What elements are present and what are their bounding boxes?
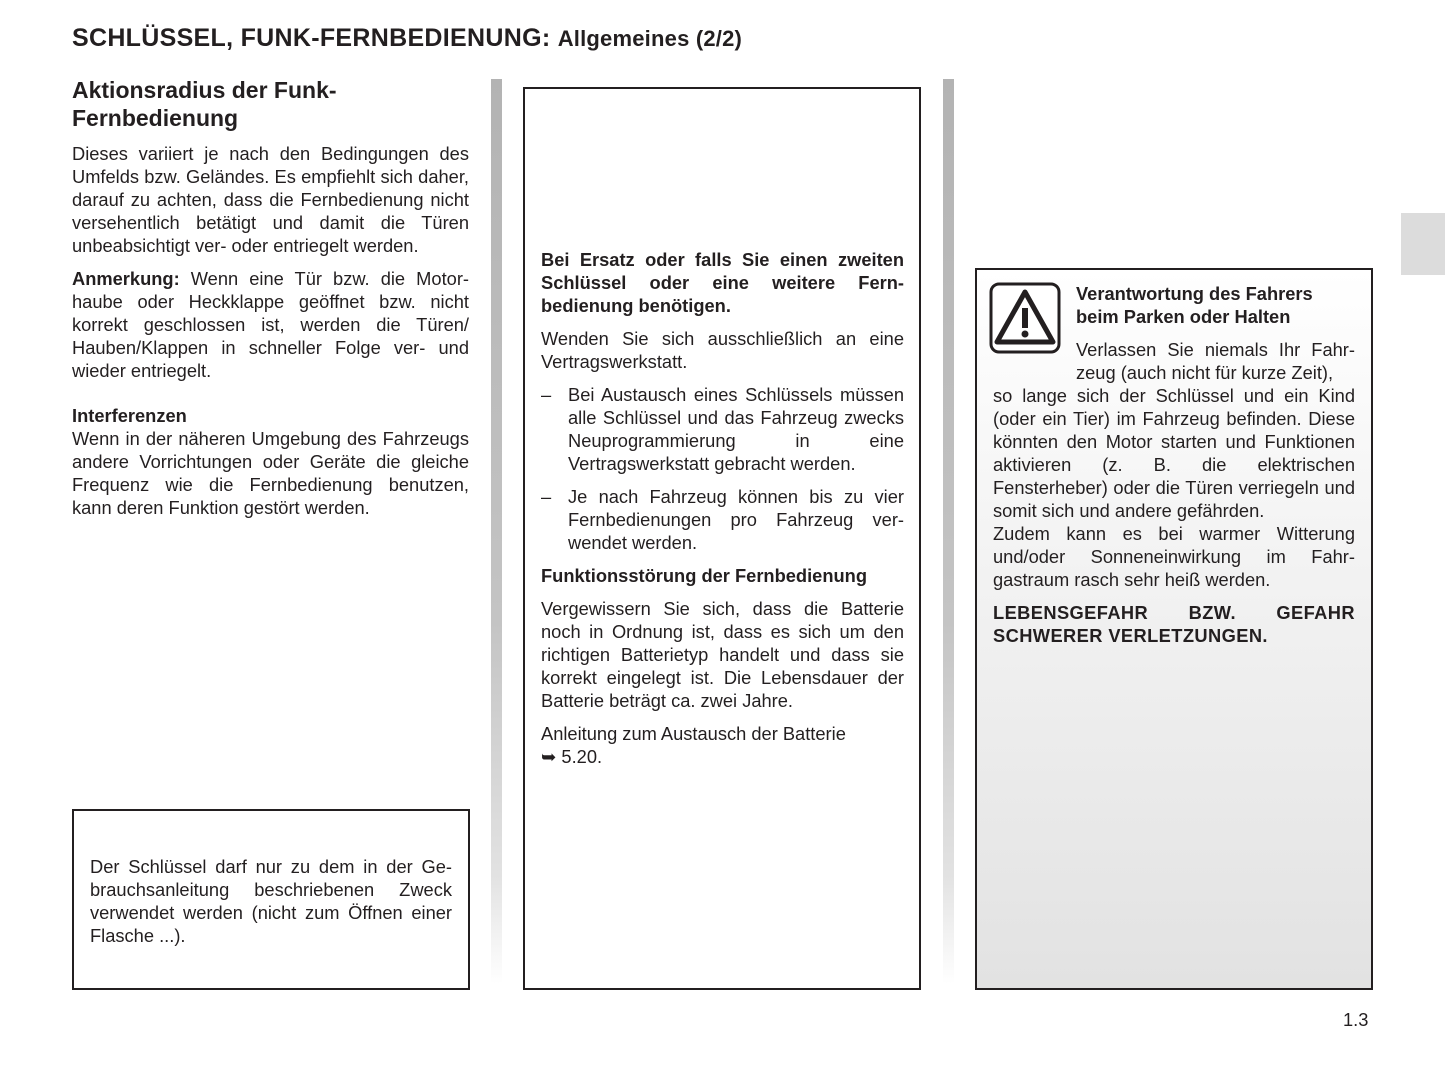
battery-paragraph (541, 722, 904, 768)
warning-text-first: Verlassen Sie niemals Ihr Fahrzeug (auch nicht für kurze Zeit), (1076, 339, 1355, 383)
range-paragraph: Dieses variiert je nach den Bedingungen des Umfelds bzw. Geländes. Es empfiehlt sich daher, darauf zu achten, dass die Fernbedienung nicht versehentlich betätigt und damit die Türen unbeabsichtigt ver- oder entriegelt werden. (72, 143, 469, 256)
dash-bullet: – (541, 384, 552, 405)
battery-text: Anleitung zum Austausch der Batterie (541, 723, 846, 744)
key-usage-box (72, 809, 470, 990)
arrow-ref-icon: ➥ (541, 746, 557, 767)
bullet-text: Je nach Fahrzeug können bis zu vier Fernbedienungen pro Fahrzeug verwendet werden. (568, 486, 904, 553)
interference-heading: Interferenzen (72, 405, 187, 426)
column-separator-left (491, 79, 502, 984)
middle-column (541, 248, 904, 768)
range-heading (72, 76, 469, 132)
malfunction-paragraph: Vergewissern Sie sich, dass die Batterie noch in Ordnung ist, dass es sich um den richtigen Batterietyp handelt und dass sie korrekt eingelegt ist. Die Lebensdauer der Batterie beträgt ca. zwei Jahre. (541, 598, 904, 711)
section-tab-marker (1401, 213, 1445, 275)
warning-text: so lange sich der Schlüssel und ein Kind (oder ein Tier) im Fahrzeug befinden. Diese könnten den Motor starten und Funktionen aktivieren (z. B. die elektrischen Fensterheber) oder die Türen verriegeln und somit sich und andere gefährden. (993, 385, 1355, 521)
malfunction-heading: Funktionsstörung der Fernbedienung (541, 565, 868, 586)
battery-page-ref: 5.20. (556, 746, 603, 767)
warning-heading: Verantwortung des Fahrers beim Parken oder Halten (1076, 283, 1313, 327)
bullet-text: Bei Austausch eines Schlüssels müssen alle Schlüssel und das Fahrzeug zwecks Neuprogrammierung in eine Vertragswerkstatt gebracht werden. (568, 384, 904, 474)
note-text: Wenn eine Tür bzw. die Motorhaube oder Heckklappe geöffnet bzw. nicht korrekt geschlossen ist, werden die Türen/ Hauben/Klappen in schneller Folge ver- und wieder entriegelt. (72, 268, 469, 381)
interference-paragraph: Wenn in der näheren Umgebung des Fahrzeugs andere Vorrichtungen oder Geräte die gleiche Frequenz wie die Fernbedienung benutzen, kann deren Funktion gestört werden. (72, 428, 469, 518)
left-column (72, 76, 469, 519)
danger-text: LEBENSGEFAHR BZW. GEFAHR SCHWERER VERLETZUNGEN. (993, 602, 1355, 646)
warning-triangle-icon (989, 282, 1061, 354)
page-title-main: SCHLÜSSEL, FUNK-FERNBEDIENUNG: (72, 24, 551, 52)
key-usage-text: Der Schlüssel darf nur zu dem in der Gebrauchsanleitung beschriebenen Zweck verwendet werden (nicht zum Öffnen einer Flasche ...). (90, 856, 452, 946)
warning-heat-text: Zudem kann es bei warmer Witterung und/oder Sonneneinwirkung im Fahrgastraum rasch sehr heiß werden. (993, 523, 1355, 590)
list-item (541, 383, 904, 475)
driver-warning-box (975, 268, 1373, 990)
warning-heading-block (1076, 282, 1355, 384)
page-subtitle: Allgemeines (2/2) (557, 26, 743, 51)
page-title (72, 24, 742, 53)
replacement-lead: Bei Ersatz oder falls Sie einen zweiten Schlüssel oder eine weitere Fernbedienung benötigen. (541, 249, 904, 316)
column-separator-right (943, 79, 954, 984)
page-number: 1.3 (1343, 1009, 1369, 1030)
note-label: Anmerkung: (72, 268, 180, 289)
list-item (541, 485, 904, 554)
range-heading-line1: Aktionsradius der Funk- (72, 77, 337, 103)
replacement-text: Wenden Sie sich ausschließlich an eine Vertragswerkstatt. (541, 328, 904, 372)
range-heading-line2: Fernbedienung (72, 105, 239, 131)
dash-bullet: – (541, 486, 552, 507)
note-paragraph (72, 267, 469, 382)
